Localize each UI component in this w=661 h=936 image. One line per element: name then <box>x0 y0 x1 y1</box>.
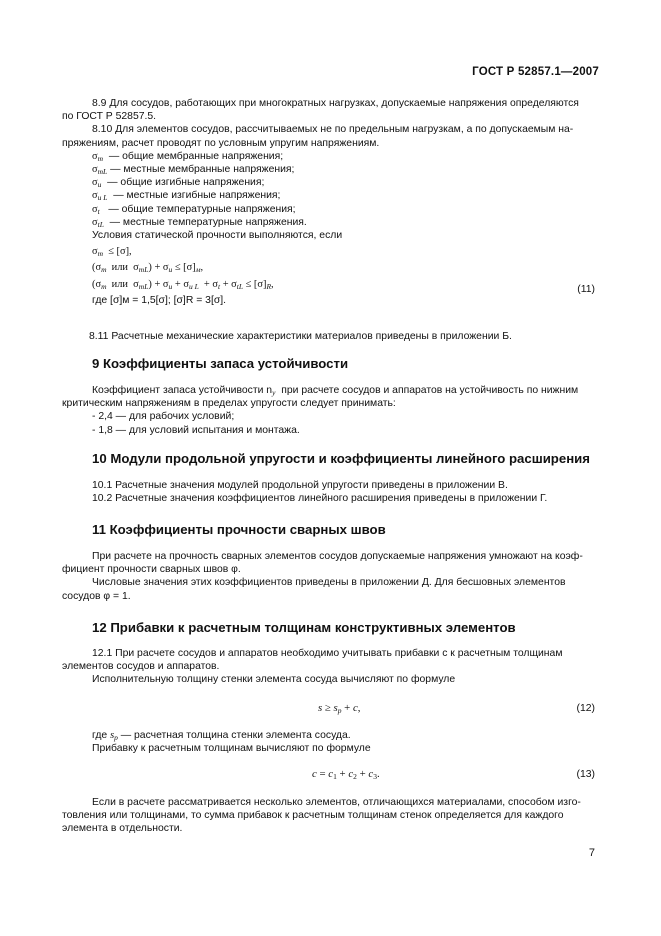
formula-12: $s \ge s_p + c$, <box>318 702 361 715</box>
clause-8-9-line1: 8.9 Для сосудов, работающих при многократных нагрузках, допускаемые напряжения определяются <box>92 98 579 109</box>
condition-intro: Условия статической прочности выполняются, если <box>92 230 343 242</box>
def-sigma-tL: $\sigma_{tL}$ — местные температурные напряжения. <box>92 216 307 229</box>
s11-p2: фициент прочности сварных швов φ. <box>62 564 241 576</box>
section-10-body <box>89 479 595 505</box>
where-line-2: где $s_p$ — расчетная толщина стенки элемента сосуда. <box>92 730 351 742</box>
section-12-heading: 12 Прибавки к расчетным толщинам конструктивных элементов <box>92 620 516 635</box>
clause-8-9-line2: по ГОСТ Р 52857.5. <box>62 111 157 123</box>
eq-number-11: (11) <box>577 284 595 295</box>
s12-p2: элементов сосудов и аппаратов. <box>62 661 220 673</box>
document-header: ГОСТ Р 52857.1—2007 <box>472 66 599 78</box>
formula-13: $c = c_1 + c_2 + c_3$. <box>312 768 380 781</box>
section-9-body <box>62 384 595 437</box>
s9-bullet-1: - 2,4 — для рабочих условий; <box>92 411 235 423</box>
section-9-heading: 9 Коэффициенты запаса устойчивости <box>92 356 349 371</box>
clause-8-11: 8.11 Расчетные механические характеристики материалов приведены в приложении Б. <box>89 331 512 342</box>
section-10-heading: 10 Модули продольной упругости и коэффициенты линейного расширения <box>92 451 590 466</box>
section-11-heading: 11 Коэффициенты прочности сварных швов <box>92 522 386 537</box>
eq-number-13: (13) <box>576 769 595 780</box>
clause-8-10-line1: 8.10 Для элементов сосудов, рассчитываемых не по предельным нагрузкам, а по допускаемым на- <box>92 124 574 136</box>
s12-p4: Прибавку к расчетным толщинам вычисляют по формуле <box>92 743 371 755</box>
s9-p1: Коэффициент запаса устойчивости $n_y$ при расчете сосудов и аппаратов на устойчивость по нижним <box>92 385 579 397</box>
s10-p2: 10.2 Расчетные значения коэффициентов линейного расширения приведены в приложении Г. <box>92 493 548 505</box>
s12-p1: 12.1 При расчете сосудов и аппаратов необходимо учитывать прибавки c к расчетным толщинам <box>92 648 563 659</box>
s12-p7: элемента в отдельности. <box>62 823 183 835</box>
def-sigma-mL: $\sigma_{mL}$ — местные мембранные напряжения; <box>92 164 295 177</box>
section-12-body <box>62 647 595 687</box>
s9-bullet-2: - 1,8 — для условий испытания и монтажа. <box>92 424 300 436</box>
clause-8-10-line2: пряжениям, расчет проводят по условным упругим напряжениям. <box>62 137 380 149</box>
section-11-body <box>62 550 595 603</box>
condition-2: ($\sigma_m$ или $\sigma_{mL}) + \sigma_и \le [\sigma]_м$, <box>92 262 204 275</box>
eq-number-12: (12) <box>576 703 595 714</box>
def-sigma-t: $\sigma_t$ — общие температурные напряжения; <box>92 203 296 216</box>
s10-p1: 10.1 Расчетные значения модулей продольной упругости приведены в приложении В. <box>92 480 508 491</box>
page-number: 7 <box>588 847 595 859</box>
s12-p5: Если в расчете рассматривается несколько элементов, отличающихся материалами, способом изго- <box>92 797 581 808</box>
s11-p1: При расчете на прочность сварных элементов сосудов допускаемые напряжения умножают на коэф- <box>92 551 583 562</box>
condition-1: $\sigma_m \le [\sigma]$, <box>92 246 132 259</box>
s12-p6: товления или толщинами, то сумма прибавок к расчетным толщинам стенок определяется для каждого <box>62 810 564 822</box>
def-sigma-iL: $\sigma_{и L}$ — местные изгибные напряжения; <box>92 190 281 203</box>
def-sigma-i: $\sigma_и$ — общие изгибные напряжения; <box>92 177 265 190</box>
s12-p3: Исполнительную толщину стенки элемента сосуда вычисляют по формуле <box>92 674 456 686</box>
clause-8-block <box>62 97 595 307</box>
s11-p4: сосудов φ = 1. <box>62 590 131 602</box>
s11-p3: Числовые значения этих коэффициентов приведены в приложении Д. Для бесшовных элементов <box>92 577 566 589</box>
where-line-1: где [σ]м = 1,5[σ]; [σ]R = 3[σ]. <box>92 294 227 306</box>
def-sigma-m: $\sigma_m$ — общие мембранные напряжения; <box>92 150 284 163</box>
where-line-2-block <box>89 729 595 755</box>
condition-3: ($\sigma_m$ или $\sigma_{mL}) + \sigma_и + \sigma_{и L} + \sigma_t + \sigma_{tL} \le [\sigma]_R$, <box>92 278 274 291</box>
s12-final-paragraph <box>62 796 595 836</box>
s9-p2: критическим напряжениям в пределах упругости следует принимать: <box>62 398 396 410</box>
